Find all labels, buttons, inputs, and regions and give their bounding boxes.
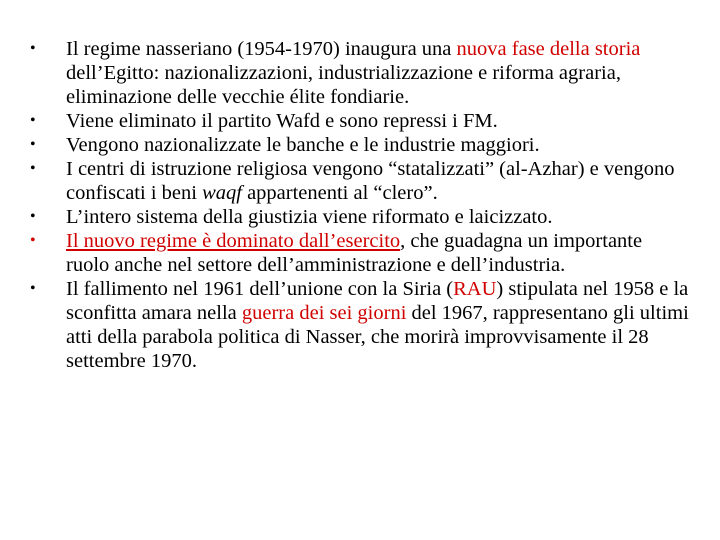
bullet-text: I centri di istruzione religiosa vengono “statalizzati” (al-Azhar) e vengono confiscati i beni — [66, 158, 675, 204]
bullet-text: Vengono nazionalizzate le banche e le industrie maggiori. — [66, 134, 540, 156]
bullet-text: L’intero sistema della giustizia viene riformato e laicizzato. — [66, 206, 553, 228]
bullet-text: , che guadagna un importante ruolo anche nel settore dell’amministrazione e dell’industria. — [66, 230, 643, 276]
bullet-icon: • — [30, 280, 36, 297]
bullet-text-highlight: nuova fase della storia — [456, 38, 641, 60]
bullet-text: dell’Egitto: nazionalizzazioni, industrializzazione e riforma agraria, eliminazione delle vecchie élite fondiarie. — [66, 62, 621, 108]
bullet-text-highlight: Il nuovo regime è dominato dall’esercito — [66, 230, 401, 252]
bullet-icon: • — [30, 232, 36, 249]
bullet-item — [30, 205, 690, 229]
bullet-text: Il regime nasseriano (1954-1970) inaugura una — [66, 38, 457, 60]
bullet-item — [30, 229, 690, 277]
bullet-text: Il fallimento nel 1961 dell’unione con la Siria ( — [66, 278, 454, 300]
bullet-icon: • — [30, 160, 36, 177]
bullet-item — [30, 37, 690, 109]
bullet-item — [30, 109, 690, 133]
bullet-icon: • — [30, 40, 36, 57]
bullet-icon: • — [30, 112, 36, 129]
bullet-item — [30, 157, 690, 205]
bullet-icon: • — [30, 208, 36, 225]
bullet-text-highlight: waqf — [202, 182, 242, 204]
bullet-icon: • — [30, 136, 36, 153]
bullet-item — [30, 277, 690, 373]
bullet-text-highlight: RAU — [453, 278, 497, 300]
bullet-text: appartenenti al “clero”. — [241, 182, 438, 204]
bullet-text: ) stipulata nel 1958 e la sconfitta amara nella — [66, 278, 689, 324]
bullet-list — [30, 37, 690, 373]
bullet-text: Viene eliminato il partito Wafd e sono repressi i FM. — [66, 110, 498, 132]
bullet-text-highlight: guerra dei sei giorni — [241, 302, 407, 324]
bullet-text: del 1967, rappresentano gli ultimi atti della parabola politica di Nasser, che morirà improvvisamente il 28 settembre 1970. — [66, 302, 689, 372]
bullet-item — [30, 133, 690, 157]
